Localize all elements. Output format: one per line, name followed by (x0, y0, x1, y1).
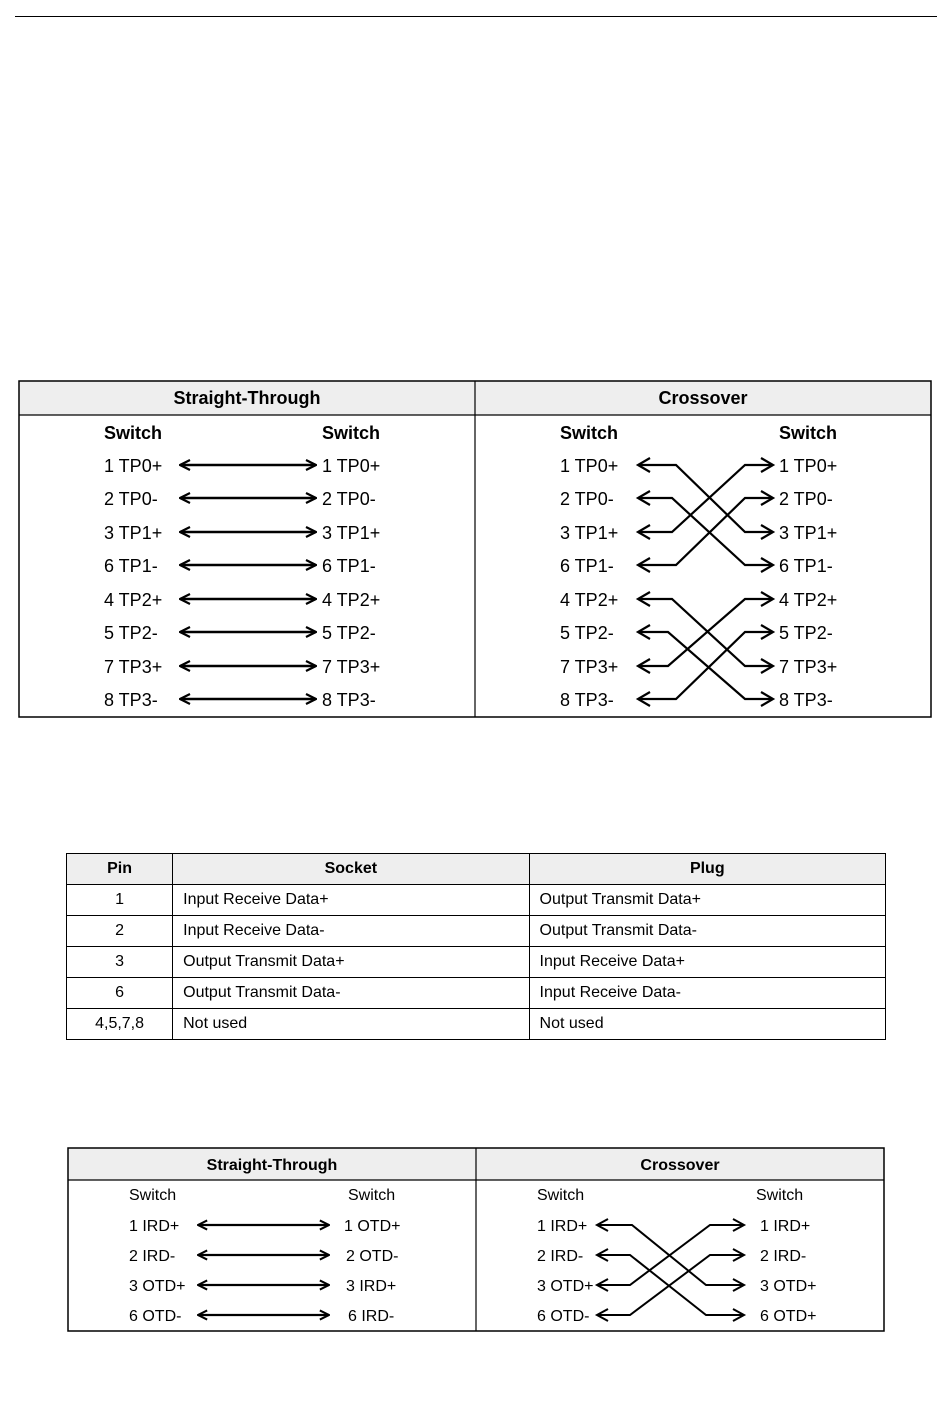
pin-assignment-table (66, 853, 886, 1040)
pin-label: 2 TP0- (560, 489, 614, 509)
pin-label: 5 TP2- (560, 623, 614, 643)
column-header: Socket (173, 854, 529, 885)
pin-label: 5 TP2- (779, 623, 833, 643)
switch-label: Switch (322, 423, 381, 443)
pin-label: 6 TP1- (322, 556, 376, 576)
straight-through-header: Straight-Through (206, 1157, 338, 1174)
cable-wiring-diagram-ird-otd (0, 1140, 950, 1340)
switch-label: Switch (756, 1187, 804, 1204)
switch-label: Switch (537, 1187, 585, 1204)
pin-label: 2 TP0- (779, 489, 833, 509)
pin-label: 1 TP0+ (104, 456, 163, 476)
pin-label: 6 TP1- (560, 556, 614, 576)
pin-label: 4 TP2+ (322, 590, 381, 610)
pin-label: 7 TP3+ (779, 657, 838, 677)
table-row (67, 916, 886, 947)
switch-label: Switch (104, 423, 163, 443)
socket-cell: Not used (173, 1009, 529, 1040)
pin-label: 3 IRD+ (346, 1278, 397, 1295)
pin-label: 5 TP2- (104, 623, 158, 643)
pin-cell: 6 (67, 978, 173, 1009)
pin-label: 1 IRD+ (537, 1218, 588, 1235)
pin-label: 8 TP3- (560, 690, 614, 710)
socket-cell: Input Receive Data+ (173, 885, 529, 916)
crossover-wires (638, 458, 773, 706)
pin-label: 7 TP3+ (322, 657, 381, 677)
crossover-header: Crossover (640, 1157, 720, 1174)
pin-label: 3 TP1+ (322, 523, 381, 543)
pin-cell: 4,5,7,8 (67, 1009, 173, 1040)
pin-label: 4 TP2+ (104, 590, 163, 610)
plug-cell: Input Receive Data+ (529, 947, 885, 978)
pin-label: 8 TP3- (322, 690, 376, 710)
table-row (67, 1009, 886, 1040)
pin-label: 6 TP1- (104, 556, 158, 576)
pin-label: 6 IRD- (348, 1308, 395, 1325)
pin-label: 6 OTD- (537, 1308, 590, 1325)
pin-label: 2 IRD- (129, 1248, 176, 1265)
column-header: Pin (67, 854, 173, 885)
pin-label: 3 OTD+ (537, 1278, 594, 1295)
pin-label: 1 TP0+ (322, 456, 381, 476)
column-header: Plug (529, 854, 885, 885)
socket-cell: Output Transmit Data+ (173, 947, 529, 978)
pin-label: 1 IRD+ (129, 1218, 180, 1235)
pin-label: 3 TP1+ (104, 523, 163, 543)
pin-cell: 3 (67, 947, 173, 978)
pin-label: 8 TP3- (779, 690, 833, 710)
pin-label: 6 TP1- (779, 556, 833, 576)
plug-cell: Input Receive Data- (529, 978, 885, 1009)
straight-arrows (180, 465, 316, 699)
pin-label: 3 OTD+ (129, 1278, 186, 1295)
pin-label: 5 TP2- (322, 623, 376, 643)
pin-label: 3 TP1+ (779, 523, 838, 543)
table-row (67, 885, 886, 916)
pin-label: 2 OTD- (346, 1248, 399, 1265)
pin-label: 3 TP1+ (560, 523, 619, 543)
pin-label: 2 TP0- (104, 489, 158, 509)
pin-label: 1 TP0+ (779, 456, 838, 476)
pin-label: 6 OTD+ (760, 1308, 817, 1325)
pin-cell: 1 (67, 885, 173, 916)
pin-label: 2 IRD- (760, 1248, 807, 1265)
socket-cell: Input Receive Data- (173, 916, 529, 947)
table-row (67, 947, 886, 978)
pin-label: 7 TP3+ (104, 657, 163, 677)
pin-label: 7 TP3+ (560, 657, 619, 677)
straight-through-header: Straight-Through (173, 388, 321, 408)
pin-label: 1 IRD+ (760, 1218, 811, 1235)
table-header-row (67, 854, 886, 885)
pin-cell: 2 (67, 916, 173, 947)
pin-label: 8 TP3- (104, 690, 158, 710)
pin-label: 6 OTD- (129, 1308, 182, 1325)
plug-cell: Output Transmit Data- (529, 916, 885, 947)
plug-cell: Output Transmit Data+ (529, 885, 885, 916)
pin-label: 2 TP0- (322, 489, 376, 509)
straight-arrows (198, 1225, 329, 1315)
pin-label: 3 OTD+ (760, 1278, 817, 1295)
switch-label: Switch (348, 1187, 396, 1204)
crossover-header: Crossover (658, 388, 748, 408)
pin-label: 1 TP0+ (560, 456, 619, 476)
table-row (67, 978, 886, 1009)
plug-cell: Not used (529, 1009, 885, 1040)
pin-label: 4 TP2+ (560, 590, 619, 610)
switch-label: Switch (560, 423, 619, 443)
socket-cell: Output Transmit Data- (173, 978, 529, 1009)
crossover-wires (597, 1219, 744, 1321)
switch-label: Switch (129, 1187, 177, 1204)
pin-label: 4 TP2+ (779, 590, 838, 610)
switch-label: Switch (779, 423, 838, 443)
pin-label: 1 OTD+ (344, 1218, 401, 1235)
pin-label: 2 IRD- (537, 1248, 584, 1265)
